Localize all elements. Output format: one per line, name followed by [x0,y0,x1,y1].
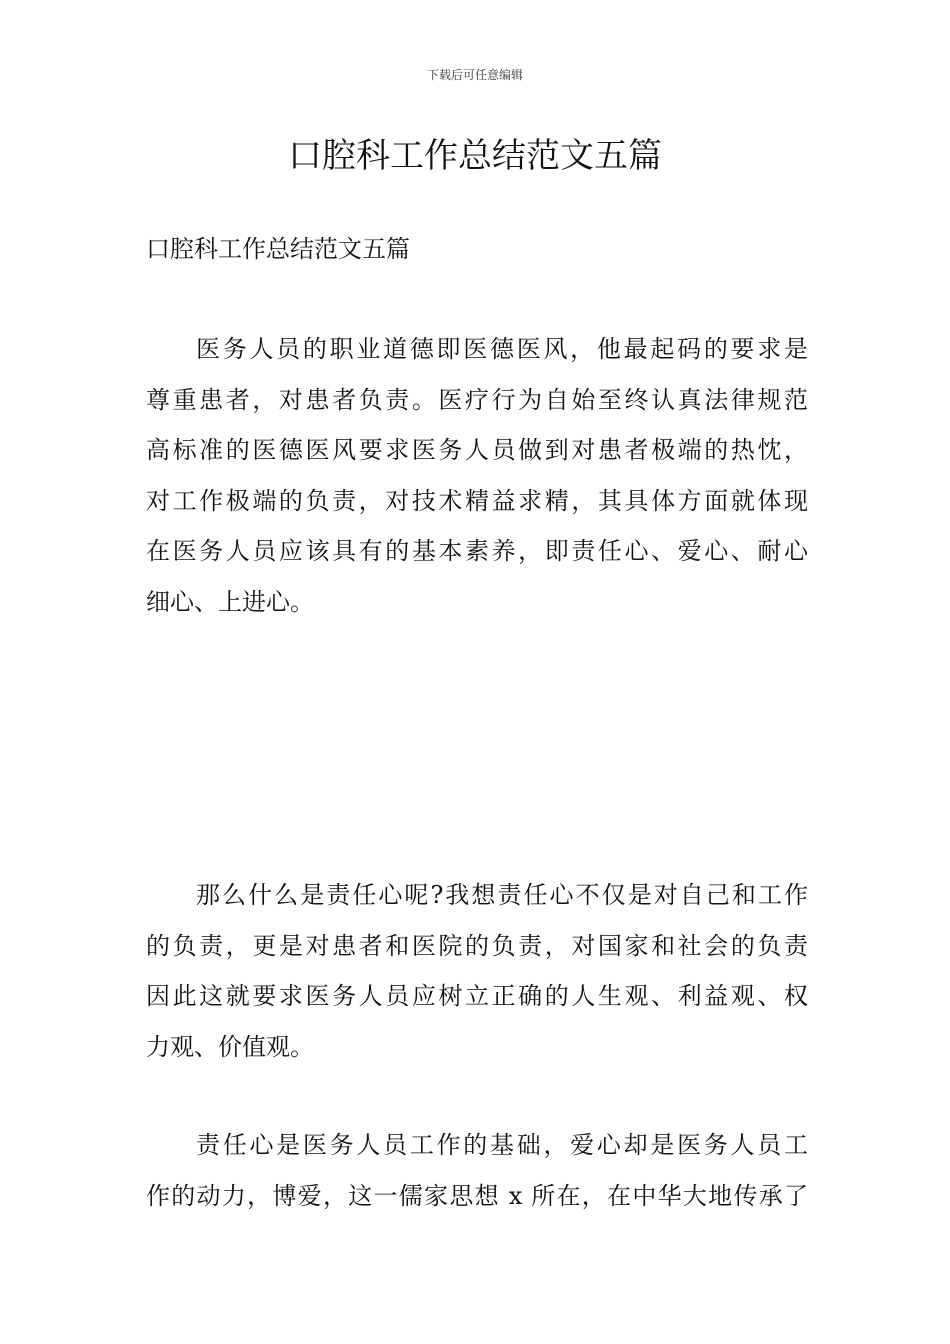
paragraph-line: 细心、上进心。 [146,587,314,616]
paragraph-line: 尊重患者，对患者负责。医疗行为自始至终认真法律规范 [146,385,808,414]
paragraph-love [146,1120,808,1221]
document-title: 口腔科工作总结范文五篇 [288,136,662,176]
document-subtitle: 口腔科工作总结范文五篇 [146,235,410,263]
paragraph-line: 责任心是医务人员工作的基础，爱心却是医务人员工 [196,1131,808,1159]
paragraph-line: 对工作极端的负责，对技术精益求精，其具体方面就体现 [146,486,808,515]
paragraph-line: 在医务人员应该具有的基本素养，即责任心、爱心、耐心 [146,537,808,565]
paragraph-line: 因此这就要求医务人员应树立正确的人生观、利益观、权 [146,982,808,1010]
header-note: 下载后可任意编辑 [426,68,523,82]
paragraph-professional-ethics [146,324,808,627]
paragraph-line: 的负责，更是对患者和医院的负责，对国家和社会的负责 [146,931,808,960]
paragraph-line: 那么什么是责任心呢?我想责任心不仅是对自己和工作 [196,881,808,909]
paragraph-line: 作的动力，博爱，这一儒家思想 x 所在，在中华大地传承了 [146,1181,808,1210]
paragraph-line: 力观、价值观。 [146,1032,314,1061]
paragraph-responsibility [146,870,808,1072]
paragraph-line: 高标准的医德医风要求医务人员做到对患者极端的热忱， [146,436,808,464]
paragraph-line: 医务人员的职业道德即医德医风，他最起码的要求是 [196,335,808,363]
